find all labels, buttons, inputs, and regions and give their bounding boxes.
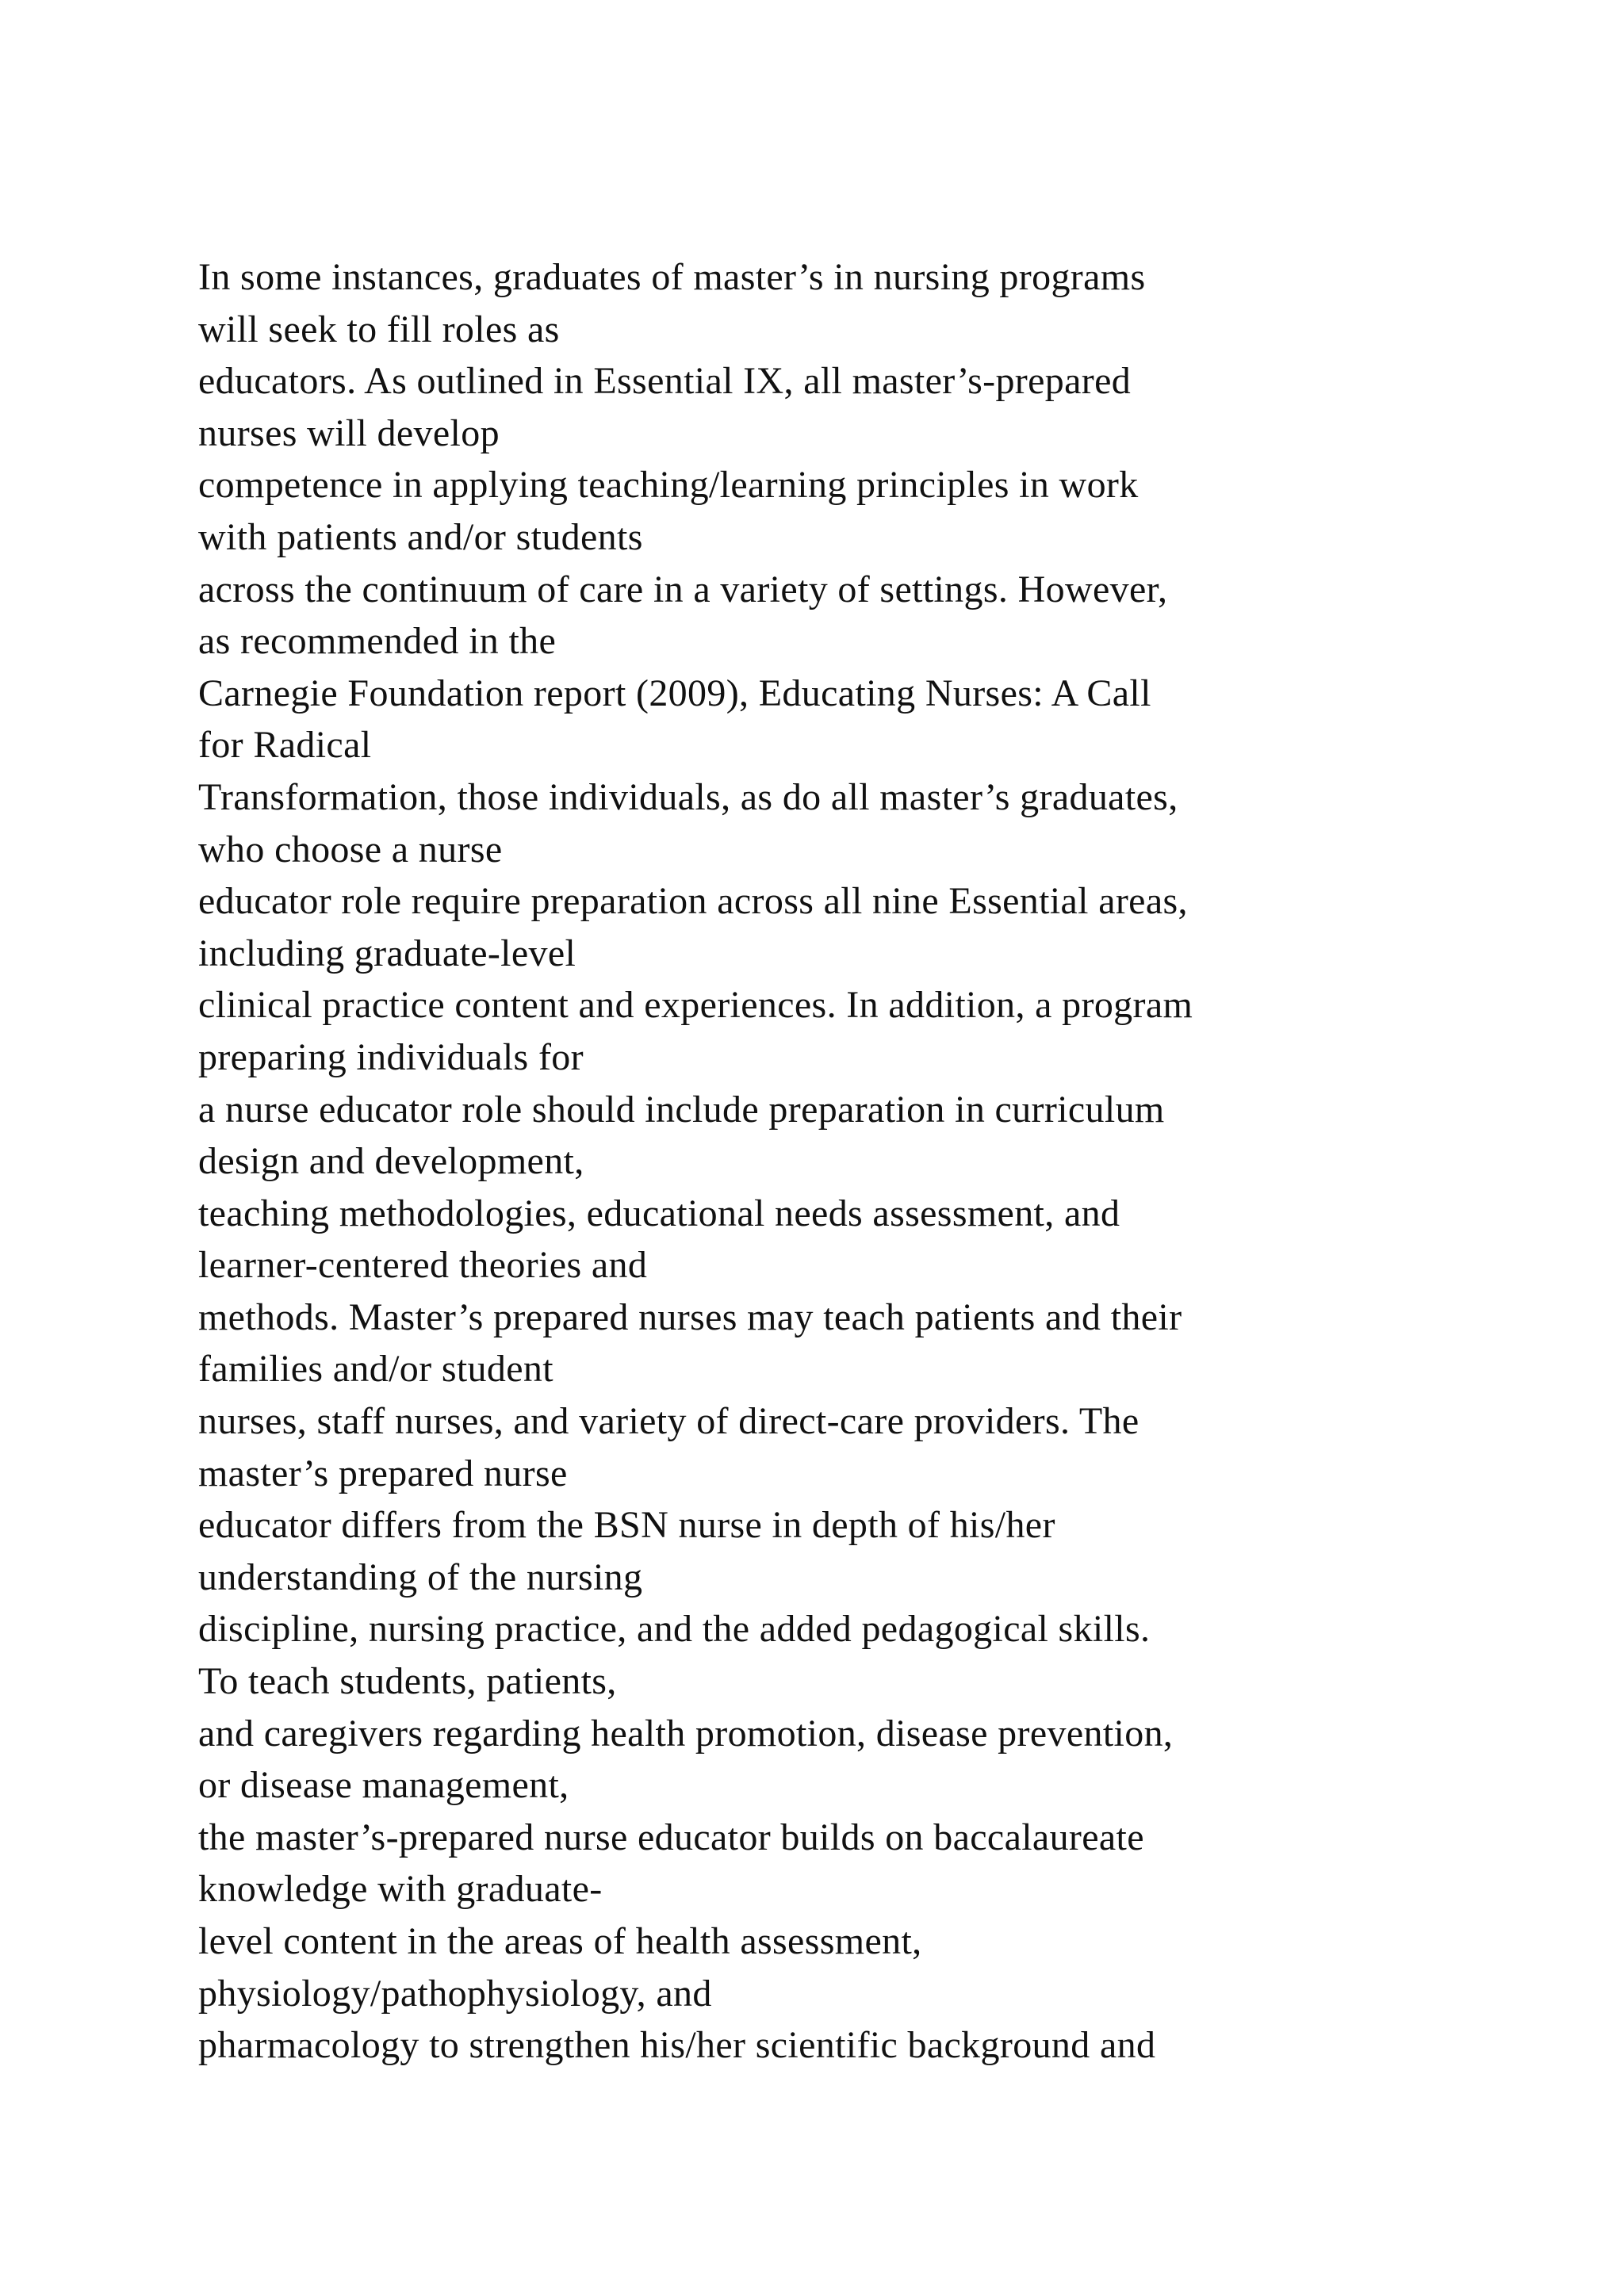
text-line: clinical practice content and experiences. In addition, a program bbox=[198, 984, 1193, 1027]
text-line: for Radical bbox=[198, 724, 372, 767]
text-line: who choose a nurse bbox=[198, 828, 503, 871]
text-line: level content in the areas of health assessment, bbox=[198, 1920, 922, 1962]
text-line: physiology/pathophysiology, and bbox=[198, 1972, 712, 2015]
text-line: To teach students, patients, bbox=[198, 1660, 617, 1703]
text-line: In some instances, graduates of master’s in nursing programs bbox=[198, 256, 1146, 298]
text-line: Transformation, those individuals, as do all master’s graduates, bbox=[198, 775, 1178, 818]
text-line: learner-centered theories and bbox=[198, 1244, 648, 1287]
text-line: educators. As outlined in Essential IX, all master’s-prepared bbox=[198, 360, 1132, 403]
text-line: methods. Master’s prepared nurses may teach patients and their bbox=[198, 1295, 1182, 1338]
text-line: discipline, nursing practice, and the added pedagogical skills. bbox=[198, 1608, 1151, 1651]
text-line: knowledge with graduate- bbox=[198, 1868, 603, 1911]
document-body bbox=[198, 251, 1610, 2072]
text-line: with patients and/or students bbox=[198, 515, 643, 558]
text-line: including graduate-level bbox=[198, 932, 576, 974]
text-line: design and development, bbox=[198, 1140, 584, 1183]
text-line: educator differs from the BSN nurse in depth of his/her bbox=[198, 1504, 1055, 1547]
text-line: across the continuum of care in a variety of settings. However, bbox=[198, 568, 1168, 610]
text-line: the master’s-prepared nurse educator builds on baccalaureate bbox=[198, 1816, 1144, 1858]
text-line: teaching methodologies, educational needs assessment, and bbox=[198, 1192, 1120, 1234]
text-line: and caregivers regarding health promotion, disease prevention, bbox=[198, 1712, 1174, 1755]
text-line: master’s prepared nurse bbox=[198, 1452, 568, 1494]
text-line: nurses will develop bbox=[198, 411, 500, 454]
text-line: competence in applying teaching/learning principles in work bbox=[198, 464, 1139, 507]
text-line: Carnegie Foundation report (2009), Educating Nurses: A Call bbox=[198, 672, 1151, 714]
text-line: understanding of the nursing bbox=[198, 1556, 643, 1598]
text-line: as recommended in the bbox=[198, 620, 557, 663]
text-line: nurses, staff nurses, and variety of direct-care providers. The bbox=[198, 1400, 1139, 1443]
text-line: pharmacology to strengthen his/her scientific background and bbox=[198, 2024, 1156, 2067]
text-line: or disease management, bbox=[198, 1764, 569, 1807]
text-line: educator role require preparation across all nine Essential areas, bbox=[198, 880, 1188, 923]
text-line: will seek to fill roles as bbox=[198, 308, 560, 350]
text-line: a nurse educator role should include preparation in curriculum bbox=[198, 1088, 1165, 1131]
text-line: families and/or student bbox=[198, 1348, 553, 1391]
text-line: preparing individuals for bbox=[198, 1035, 584, 1078]
